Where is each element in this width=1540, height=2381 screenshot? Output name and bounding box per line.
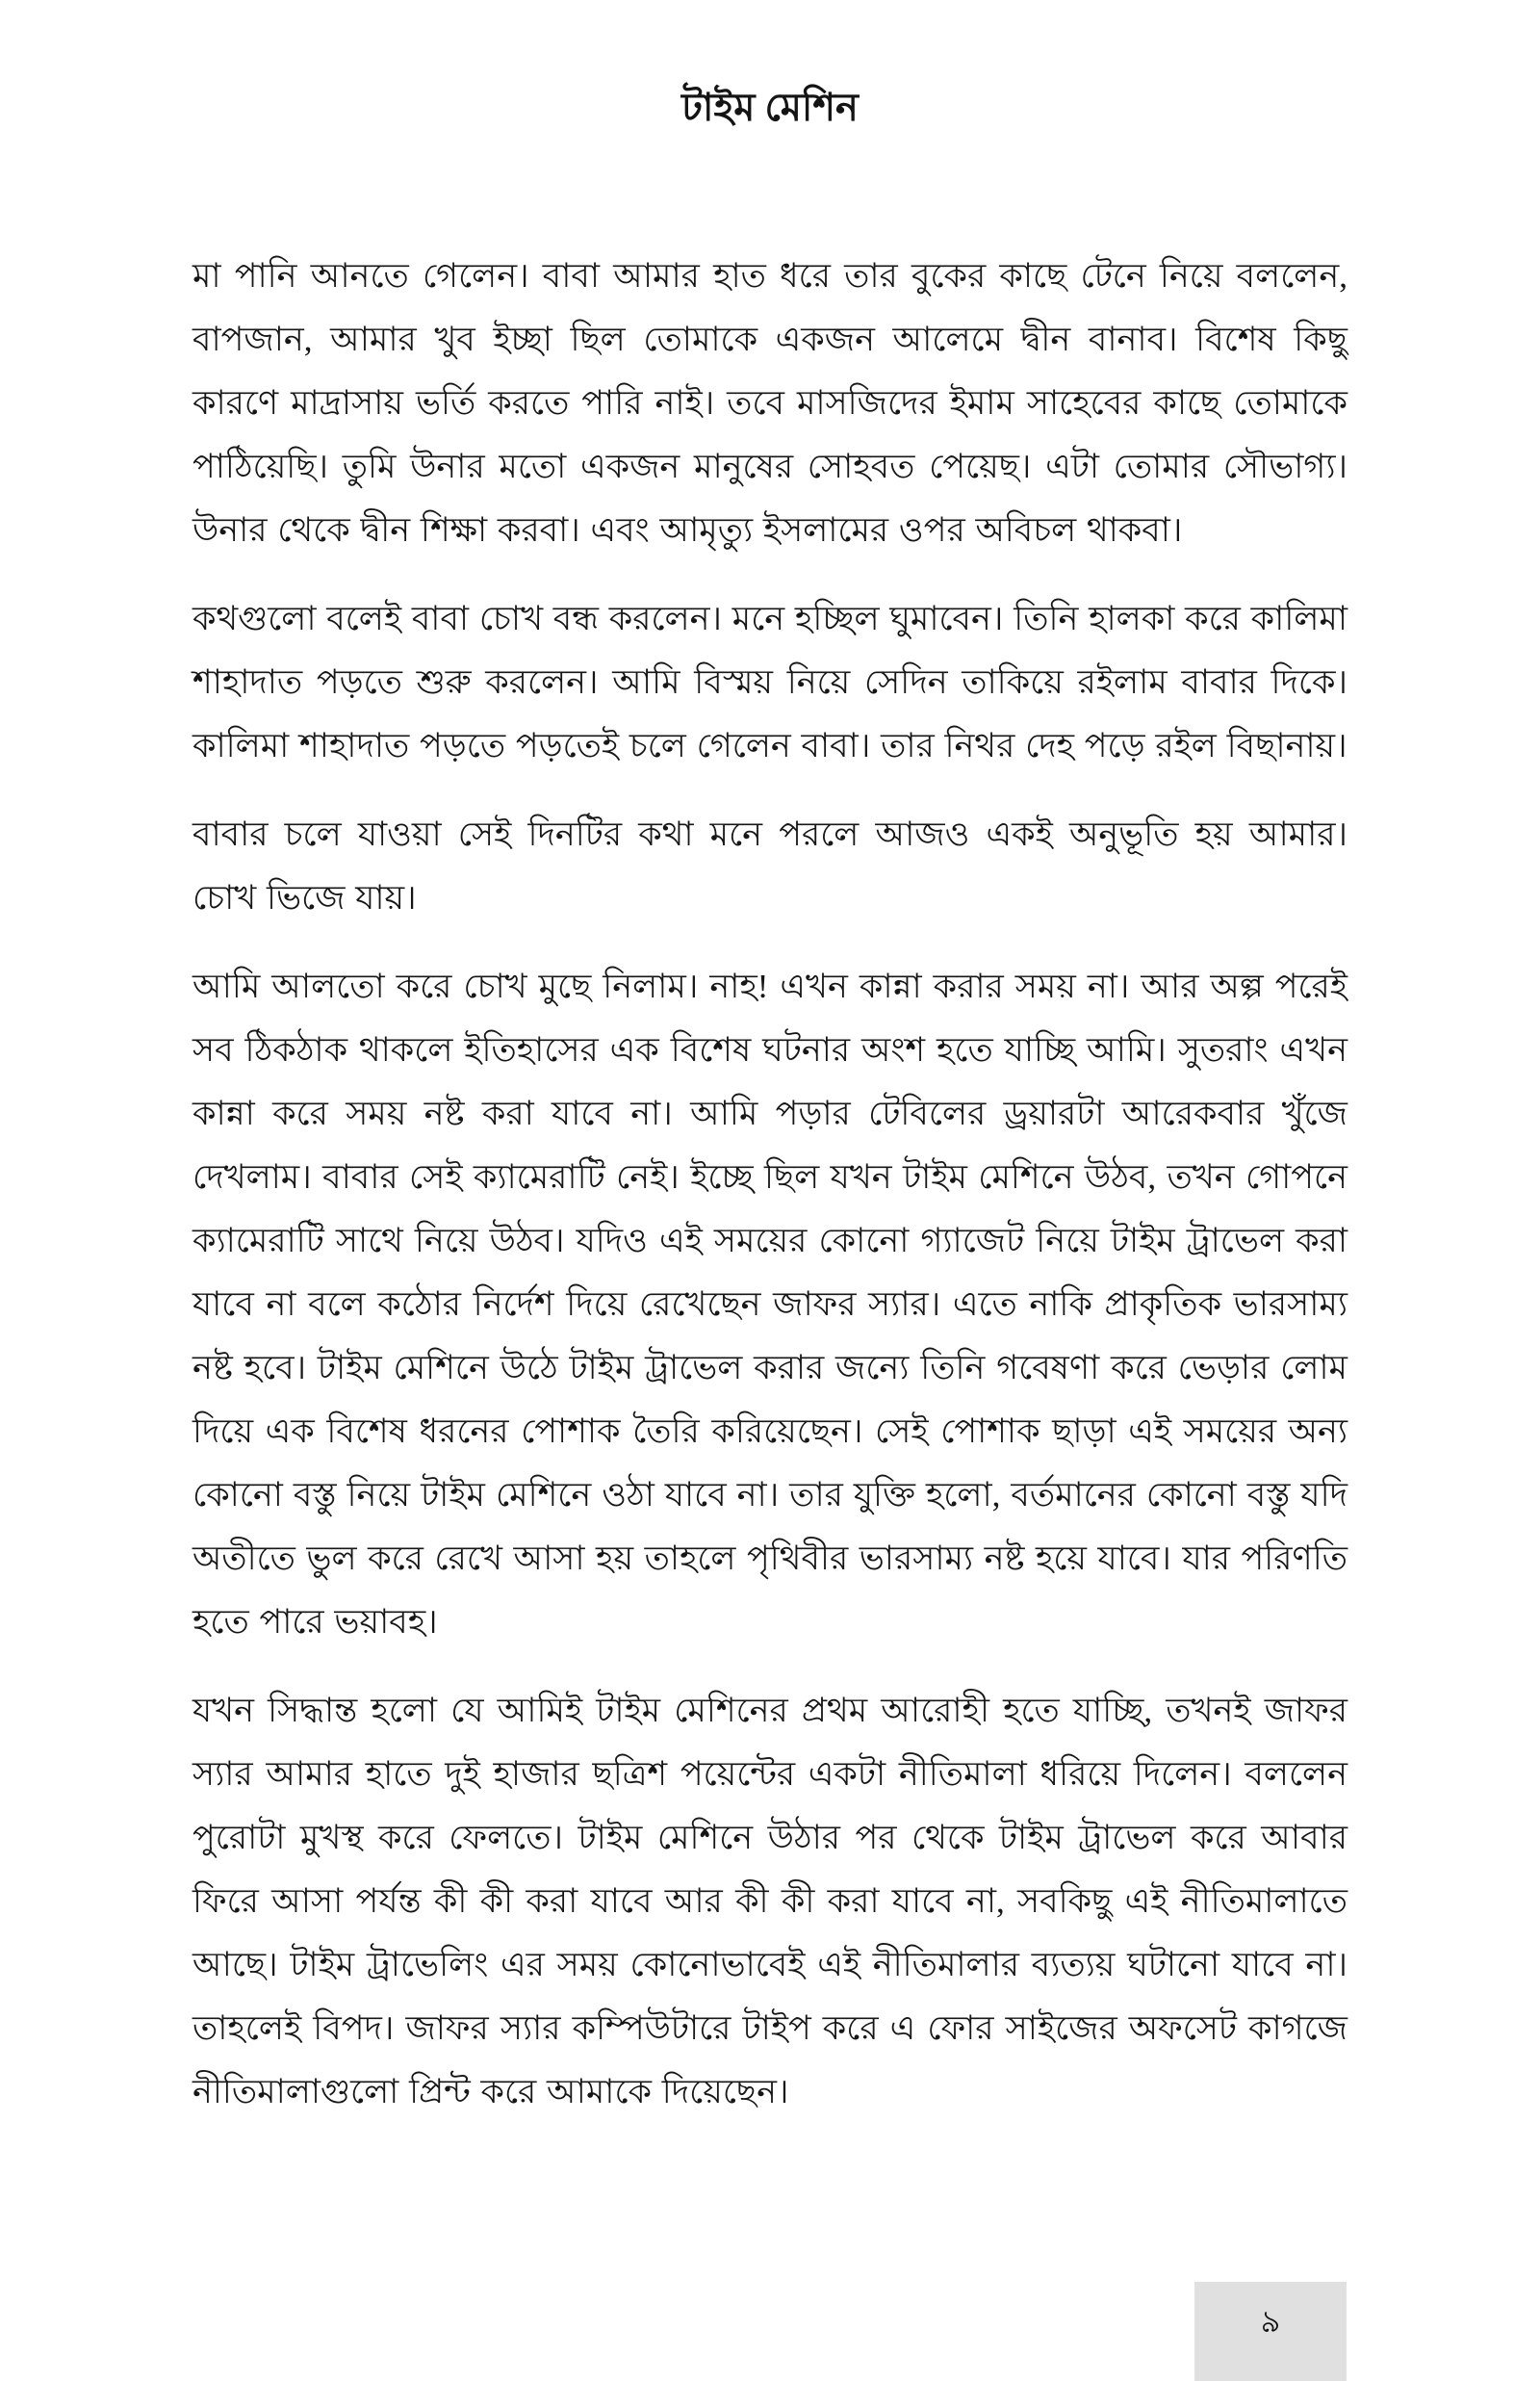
chapter-title: টাইম মেশিন [681, 86, 859, 129]
body-text [192, 245, 1348, 2124]
paragraph: মা পানি আনতে গেলেন। বাবা আমার হাত ধরে তার বুকের কাছে টেনে নিয়ে বললেন, বাপজান, আমার খুব ইচ্ছা ছিল তোমাকে একজন আলেমে দ্বীন বানাব। বিশেষ কিছু কারণে মাদ্রাসায় ভর্তি করতে পারি নাই। তবে মাসজিদের ইমাম সাহেবের কাছে তোমাকে পাঠিয়েছি। তুমি উনার মতো একজন মানুষের সোহবত পেয়েছ। এটা তোমার সৌভাগ্য। উনার থেকে দ্বীন শিক্ষা করবা। এবং আমৃত্যু ইসলামের ওপর অবিচল থাকবা। [192, 257, 1348, 549]
paragraph: যখন সিদ্ধান্ত হলো যে আমিই টাইম মেশিনের প্রথম আরোহী হতে যাচ্ছি, তখনই জাফর স্যার আমার হাতে দুই হাজার ছত্রিশ পয়েন্টের একটা নীতিমালা ধরিয়ে দিলেন। বললেন পুরোটা মুখস্থ করে ফেলতে। টাইম মেশিনে উঠার পর থেকে টাইম ট্রাভেল করে আবার ফিরে আসা পর্যন্ত কী কী করা যাবে আর কী কী করা যাবে না, সবকিছু এই নীতিমালাতে আছে। টাইম ট্রাভেলিং এর সময় কোনোভাবেই এই নীতিমালার ব্যত্যয় ঘটানো যাবে না। তাহলেই বিপদ। জাফর স্যার কম্পিউটারে টাইপ করে এ ফোর সাইজের অফসেট কাগজে নীতিমালাগুলো প্রিন্ট করে আমাকে দিয়েছেন। [192, 1692, 1348, 2110]
page-number-box [1194, 2282, 1347, 2381]
paragraph: আমি আলতো করে চোখ মুছে নিলাম। নাহ! এখন কান্না করার সময় না। আর অল্প পরেই সব ঠিকঠাক থাকলে ইতিহাসের এক বিশেষ ঘটনার অংশ হতে যাচ্ছি আমি। সুতরাং এখন কান্না করে সময় নষ্ট করা যাবে না। আমি পড়ার টেবিলের ড্রয়ারটা আরেকবার খুঁজে দেখলাম। বাবার সেই ক্যামেরাটি নেই। ইচ্ছে ছিল যখন টাইম মেশিনে উঠব, তখন গোপনে ক্যামেরাটি সাথে নিয়ে উঠব। যদিও এই সময়ের কোনো গ্যাজেট নিয়ে টাইম ট্রাভেল করা যাবে না বলে কঠোর নির্দেশ দিয়ে রেখেছেন জাফর স্যার। এতে নাকি প্রাকৃতিক ভারসাম্য নষ্ট হবে। টাইম মেশিনে উঠে টাইম ট্রাভেল করার জন্যে তিনি গবেষণা করে ভেড়ার লোম দিয়ে এক বিশেষ ধরনের পোশাক তৈরি করিয়েছেন। সেই পোশাক ছাড়া এই সময়ের অন্য কোনো বস্তু নিয়ে টাইম মেশিনে ওঠা যাবে না। তার যুক্তি হলো, বর্তমানের কোনো বস্তু যদি অতীতে ভুল করে রেখে আসা হয় তাহলে পৃথিবীর ভারসাম্য নষ্ট হয়ে যাবে। যার পরিণতি হতে পারে ভয়াবহ। [192, 968, 1348, 1641]
paragraph: কথগুলো বলেই বাবা চোখ বন্ধ করলেন। মনে হচ্ছিল ঘুমাবেন। তিনি হালকা করে কালিমা শাহাদাত পড়তে শুরু করলেন। আমি বিস্ময় নিয়ে সেদিন তাকিয়ে রইলাম বাবার দিকে। কালিমা শাহাদাত পড়তে পড়তেই চলে গেলেন বাবা। তার নিথর দেহ পড়ে রইল বিছানায়। [192, 600, 1348, 764]
page-number: ৯ [1260, 2304, 1281, 2339]
paragraph: বাবার চলে যাওয়া সেই দিনটির কথা মনে পরলে আজও একই অনুভূতি হয় আমার। চোখ ভিজে যায়। [192, 815, 1348, 917]
